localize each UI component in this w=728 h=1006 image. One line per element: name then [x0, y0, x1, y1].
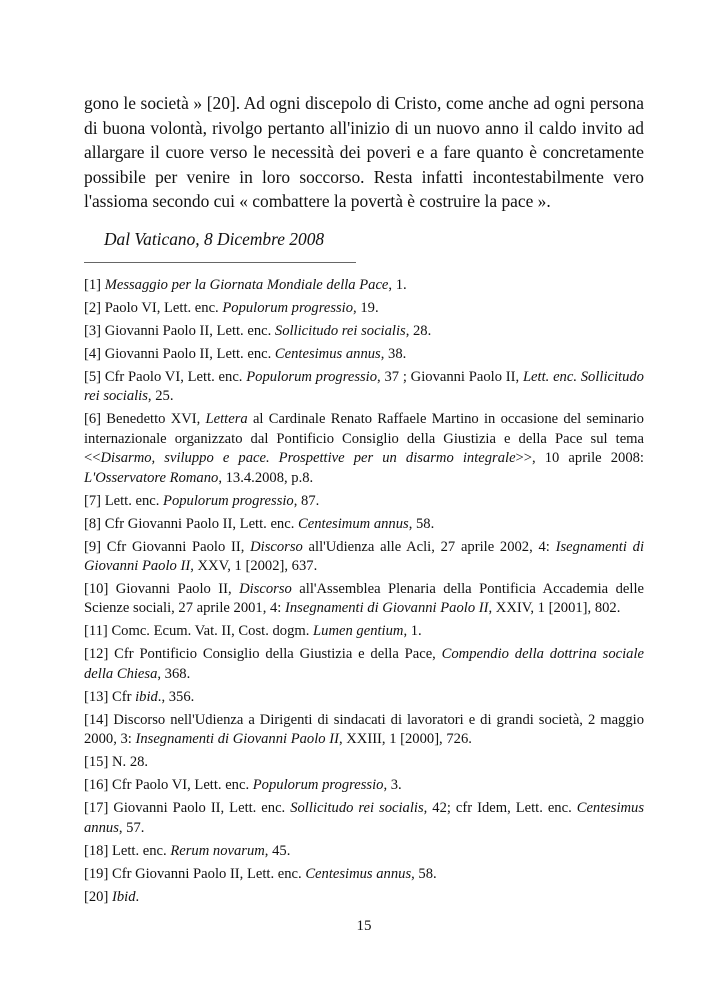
footnote-text: Cfr Giovanni Paolo II, Lett. enc.: [104, 515, 299, 532]
footnote-text: Cfr: [111, 688, 136, 705]
footnote-number: [2]: [84, 300, 102, 316]
footnote-text: , 58.: [408, 515, 435, 532]
footnote-item: [84, 645, 644, 684]
footnote-text: , 13.4.2008, p.8.: [218, 469, 314, 486]
footnote-text: , 58.: [411, 865, 437, 882]
footnote-title-text: Centesimus annus: [84, 800, 645, 836]
footnote-item: [84, 492, 644, 511]
footnote-title-text: Ibid: [111, 888, 136, 905]
footnote-text: , 25.: [147, 388, 174, 405]
footnote-title-text: Sollicitudo rei socialis: [290, 800, 424, 817]
footnote-item: [84, 410, 644, 488]
footnote-title-text: Centesimum annus: [298, 515, 409, 532]
page-number: 15: [356, 918, 372, 934]
footnote-text: Comc. Ecum. Vat. II, Cost. dogm.: [111, 623, 314, 640]
footnote-item: [84, 368, 644, 407]
footnote-number: [5]: [84, 369, 102, 385]
footnote-number: [19]: [84, 865, 109, 882]
footnote-list: [84, 276, 644, 911]
footnote-text: al Cardinale Renato Raffaele Martino in occasione del seminario internazionale organizzato dal Pontificio Consiglio della Giustizia e della Pace sul tema <<: [84, 411, 644, 467]
footnote-text: Lett. enc.: [104, 492, 164, 509]
footnote-item: [84, 538, 644, 577]
footnote-text: Giovanni Paolo II,: [115, 581, 240, 598]
footnote-title-text: Messaggio per la Giornata Mondiale della Pace: [104, 277, 389, 293]
footnote-title-text: Lettera: [205, 411, 248, 428]
footnote-text: , 57.: [118, 819, 145, 836]
footnote-title-text: Lett. enc. Sollicitudo rei socialis: [84, 369, 644, 405]
footnote-text: Cfr Pontificio Consiglio della Giustizia e della Pace,: [114, 646, 442, 663]
footnote-number: [12]: [84, 646, 109, 663]
footnote-text: , XXIII, 1 [2000], 726.: [338, 731, 472, 748]
footnote-title-text: Populorum progressio: [246, 369, 378, 385]
footnote-item: [84, 842, 644, 861]
footnote-item: [84, 299, 644, 318]
footnote-title-text: Compendio della dottrina sociale della Chiesa: [84, 646, 644, 682]
footnote-item: [84, 888, 644, 907]
footnote-text: , 45.: [264, 842, 291, 859]
footnote-item: [84, 688, 644, 707]
footnote-text: N. 28.: [111, 754, 149, 771]
footnote-text: , 37 ; Giovanni Paolo II,: [377, 369, 523, 385]
footnote-text: .: [135, 888, 140, 905]
footnote-text: , 3.: [383, 777, 402, 794]
footnote-item: [84, 322, 644, 341]
footnote-text: Benedetto XVI,: [106, 411, 206, 428]
footnote-item: [84, 580, 644, 619]
footnote-title-text: Centesimus annus: [305, 865, 412, 882]
footnote-item: [84, 515, 644, 534]
footnote-item: [84, 865, 644, 884]
footnote-title-text: Insegnamenti di Giovanni Paolo II: [285, 600, 489, 617]
footnote-number: [8]: [84, 515, 102, 532]
footnote-number: [7]: [84, 492, 102, 509]
footnote-text: Cfr Paolo VI, Lett. enc.: [111, 777, 253, 794]
footnote-text: , 28.: [405, 323, 432, 339]
footnote-number: [1]: [84, 277, 102, 293]
footnote-title-text: Sollicitudo rei socialis: [274, 323, 406, 339]
footnote-title-text: ibid: [135, 688, 158, 705]
footnote-number: [14]: [84, 711, 109, 728]
footnote-text: , 42; cfr Idem, Lett. enc.: [423, 800, 577, 817]
footnote-title-text: L'Osservatore Romano: [84, 469, 219, 486]
footnote-number: [6]: [84, 411, 102, 428]
footnote-number: [11]: [84, 623, 108, 640]
footnote-item: [84, 622, 644, 641]
footnote-title-text: Discorso: [239, 581, 292, 598]
footnote-text: , XXIV, 1 [2001], 802.: [488, 600, 621, 617]
footnote-text: all'Assemblea Plenaria della Pontificia Accademia delle Scienze sociali, 27 aprile 2001, 4:: [84, 581, 644, 617]
footnote-number: [10]: [84, 581, 109, 598]
footnote-item: [84, 711, 644, 750]
footnote-text: Cfr Paolo VI, Lett. enc.: [104, 369, 247, 385]
footnote-number: [16]: [84, 777, 109, 794]
body-paragraph: gono le società » [20]. Ad ogni discepolo di Cristo, come anche ad ogni persona di buona volontà, rivolgo pertanto all'inizio di un nuovo anno il caldo invito ad allargare il cuore verso le necessità dei poveri e a fare quanto è concretamente possibile per venire in loro soccorso. Resta infatti incontestabilmente vero l'assioma secondo cui « combattere la povertà è costruire la pace ».: [84, 93, 644, 212]
footnote-title-text: Centesimus annus: [274, 346, 381, 362]
footnote-item: [84, 753, 644, 772]
footnote-number: [18]: [84, 842, 109, 859]
footnote-title-text: Populorum progressio: [222, 300, 354, 316]
footnote-title-text: Rerum novarum: [170, 842, 265, 859]
footnote-title-text: Isegnamenti di Giovanni Paolo II: [84, 538, 644, 575]
footnote-text: Cfr Giovanni Paolo II, Lett. enc.: [111, 865, 306, 882]
footnote-number: [15]: [84, 754, 109, 771]
footnote-title-text: Insegnamenti di Giovanni Paolo II: [135, 731, 339, 748]
footnote-item: [84, 345, 644, 364]
footnote-title-text: Disarmo, sviluppo e pace. Prospettive per un disarmo integrale: [100, 450, 516, 467]
footnote-text: , XXV, 1 [2002], 637.: [190, 558, 318, 575]
footnote-text: Lett. enc.: [111, 842, 171, 859]
footnote-text: , 19.: [353, 300, 379, 316]
footnote-text: ., 356.: [157, 688, 195, 705]
footnote-divider: [84, 262, 356, 263]
footnote-title-text: Populorum progressio: [163, 492, 294, 509]
footnote-title-text: Populorum progressio: [252, 777, 384, 794]
footnote-title-text: Discorso: [250, 538, 303, 555]
footnote-text: >>, 10 aprile 2008:: [515, 450, 644, 467]
footnote-text: Giovanni Paolo II, Lett. enc.: [104, 346, 275, 362]
footnote-text: , 1.: [388, 277, 407, 293]
footnote-number: [9]: [84, 538, 102, 555]
footnote-number: [13]: [84, 688, 109, 705]
footnote-text: , 368.: [157, 665, 191, 682]
footnote-title-text: Lumen gentium: [313, 623, 404, 640]
footnote-text: , 38.: [380, 346, 407, 362]
footnote-text: Discorso nell'Udienza a Dirigenti di sindacati di lavoratori e di grandi società, 2 maggio 2000, 3:: [84, 711, 644, 748]
footnote-item: [84, 799, 644, 838]
footnote-text: Paolo VI, Lett. enc.: [104, 300, 223, 316]
footnote-text: , 87.: [293, 492, 320, 509]
footnote-item: [84, 776, 644, 795]
footnote-text: Cfr Giovanni Paolo II,: [106, 538, 251, 555]
footnote-number: [17]: [84, 800, 109, 817]
footnote-number: [20]: [84, 888, 109, 905]
signature-line: Dal Vaticano, 8 Dicembre 2008: [104, 229, 325, 249]
footnote-text: Giovanni Paolo II, Lett. enc.: [104, 323, 275, 339]
footnote-text: Giovanni Paolo II, Lett. enc.: [113, 800, 291, 817]
footnote-number: [3]: [84, 323, 102, 339]
footnote-text: all'Udienza alle Acli, 27 aprile 2002, 4:: [302, 538, 556, 555]
footnote-number: [4]: [84, 346, 102, 362]
footnote-text: , 1.: [403, 623, 422, 640]
footnote-item: [84, 276, 644, 295]
